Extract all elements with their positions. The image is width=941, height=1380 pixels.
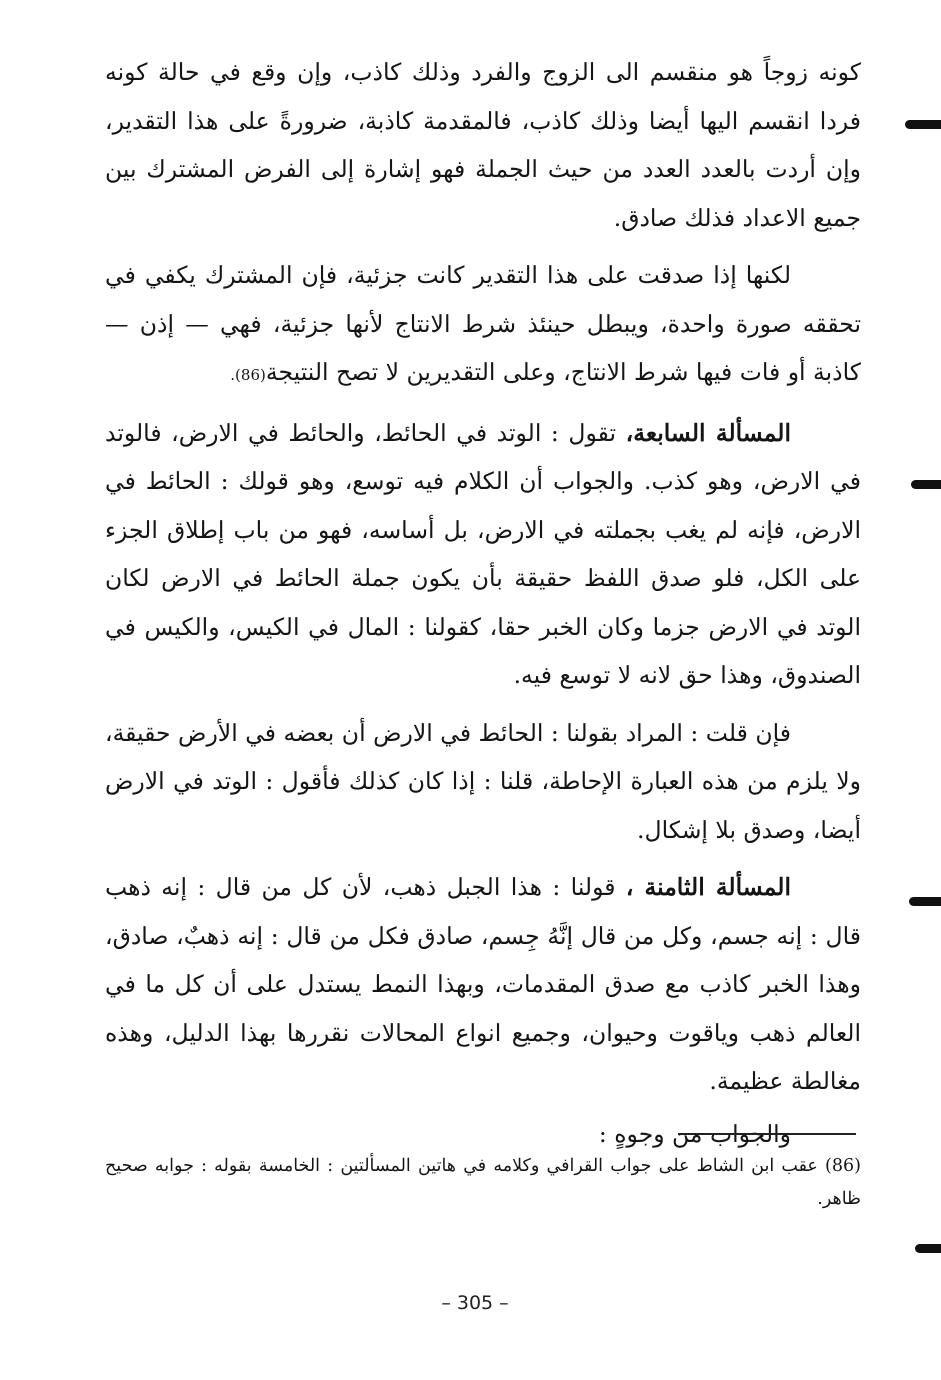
paragraph-2 bbox=[105, 251, 861, 400]
scan-edge-mark bbox=[911, 480, 941, 489]
paragraph-1 bbox=[105, 48, 861, 242]
footnote-reference[interactable]: (86). bbox=[230, 366, 266, 384]
paragraph-2-text: لكنها إذا صدقت على هذا التقدير كانت جزئية، فإن المشترك يكفي في تحققه صورة واحدة، ويبطل حينئذ شرط الانتاج لأنها جزئية، فهي — إذن — كاذبة أو فات فيها شرط الانتاج، وعلى التقديرين لا تصح النتيجة bbox=[105, 261, 861, 386]
section-heading-seventh: المسألة السابعة، bbox=[625, 418, 791, 447]
page-number: – 305 – bbox=[441, 1292, 509, 1314]
footnote-divider bbox=[678, 1133, 856, 1135]
scan-edge-mark bbox=[909, 897, 941, 906]
paragraph-6-text: والجواب من وجوهٍ : bbox=[598, 1119, 791, 1148]
paragraph-5-text: قولنا : هذا الجبل ذهب، لأن كل من قال : إنه ذهب قال : إنه جسم، وكل من قال إنَّهُ جِسم، صادق فكل من قال : إنه ذهبٌ، صادق، وهذا الخبر كاذب مع صدق المقدمات، وبهذا النمط يستدل على أن كل ما في العالم ذهب وياقوت وحيوان، وجميع انواع المحالات نقررها بهذا الدليل، وهذه مغالطة عظيمة. bbox=[105, 873, 861, 1095]
section-heading-eighth: المسألة الثامنة ، bbox=[625, 873, 791, 901]
paragraph-3 bbox=[105, 409, 861, 700]
paragraph-4-text: فإن قلت : المراد بقولنا : الحائط في الارض أن بعضه في الأرض حقيقة، ولا يلزم من هذه العبارة الإحاطة، قلنا : إذا كان كذلك فأقول : الوتد في الارض أيضا، وصدق بلا إشكال. bbox=[104, 718, 861, 844]
paragraph-1-text: كونه زوجاً هو منقسم الى الزوج والفرد وذلك كاذب، وإن وقع في حالة كونه فردا انقسم اليها أيضا وذلك كاذب، فالمقدمة كاذبة، ضرورةً على هذا التقدير، وإن أردت بالعدد العدد من حيث الجملة فهو إشارة إلى الفرض المشترك بين جميع الاعداد فذلك صادق. bbox=[105, 58, 861, 232]
paragraph-3-text: تقول : الوتد في الحائط، والحائط في الارض، فالوتد في الارض، وهو كذب. والجواب أن الكلام فيه توسع، وهو قولك : الحائط في الارض، فإنه لم يغب بجملته في الارض، بل أساسه، فهو من باب إطلاق الجزء على الكل، فلو صدق اللفظ حقيقة بأن يكون جملة الحائط في الارض لكان الوتد في الارض جزما وكان الخبر حقا، كقولنا : المال في الكيس، والكيس في الصندوق، وهذا حق لانه لا توسع فيه. bbox=[105, 418, 861, 689]
scan-edge-mark bbox=[905, 120, 941, 129]
footnote bbox=[105, 1150, 861, 1216]
page-body bbox=[105, 48, 861, 1158]
scan-edge-mark bbox=[915, 1244, 941, 1253]
footnote-text: (86) عقب ابن الشاط على جواب القرافي وكلامه في هاتين المسألتين : الخامسة بقوله : جوابه صحيح ظاهر. bbox=[105, 1156, 861, 1209]
paragraph-4 bbox=[105, 709, 861, 855]
paragraph-5 bbox=[105, 863, 861, 1106]
